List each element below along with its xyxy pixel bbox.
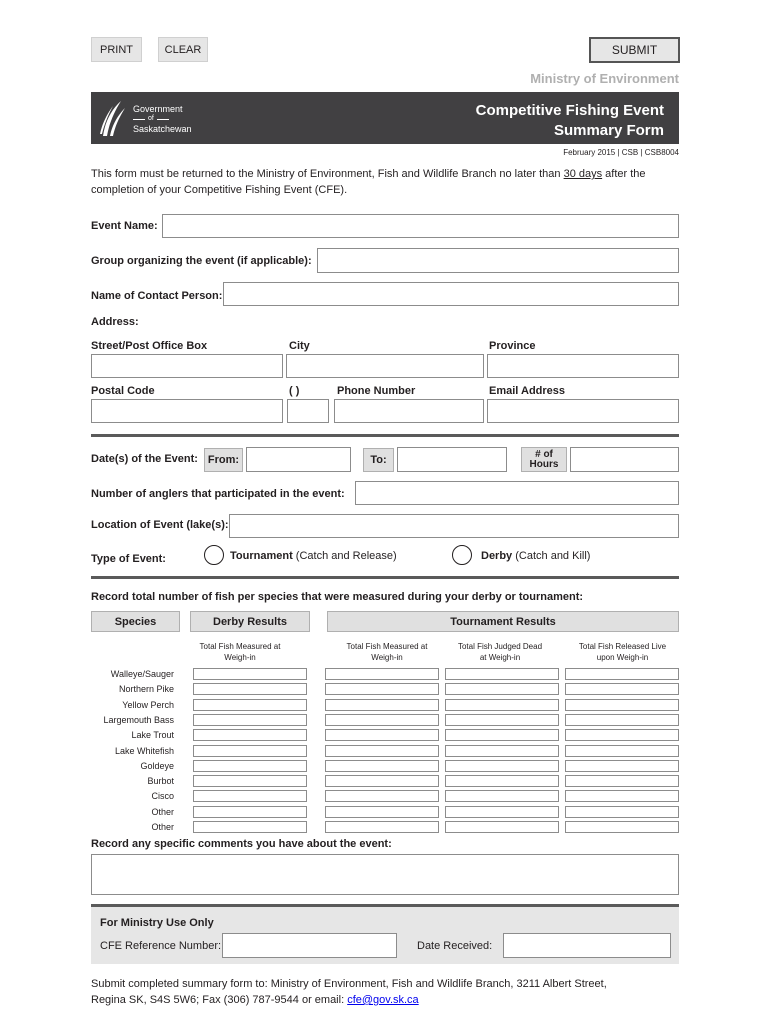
intro-text: This form must be returned to the Ministry of Environment, Fish and Wildlife Branch no later than 30 days after the completion of your Competitive Fishing Event (CFE). <box>91 168 646 196</box>
count-field[interactable] <box>193 745 307 757</box>
city-label: City <box>289 340 310 352</box>
count-field[interactable] <box>325 699 439 711</box>
logo-text: Government of Saskatchewan <box>133 104 192 134</box>
count-field[interactable] <box>565 745 679 757</box>
event-type-label: Type of Event: <box>91 553 166 565</box>
ministry-label: Ministry of Environment <box>530 71 679 86</box>
count-field[interactable] <box>565 790 679 802</box>
date-received-label: Date Received: <box>417 940 493 952</box>
count-field[interactable] <box>565 806 679 818</box>
form-code: February 2015 | CSB | CSB8004 <box>563 148 679 157</box>
count-field[interactable] <box>193 729 307 741</box>
count-field[interactable] <box>565 699 679 711</box>
species-label: Lake Trout <box>131 730 174 740</box>
tournament-released-column: Total Fish Released Live upon Weigh-in <box>578 642 667 662</box>
anglers-field[interactable] <box>355 481 679 505</box>
count-field[interactable] <box>325 775 439 787</box>
count-field[interactable] <box>325 821 439 833</box>
species-label: Burbot <box>147 776 174 786</box>
clear-button[interactable]: CLEAR <box>158 37 208 62</box>
count-field[interactable] <box>193 760 307 772</box>
location-label: Location of Event (lake(s): <box>91 519 229 531</box>
count-field[interactable] <box>193 699 307 711</box>
section-divider <box>91 434 679 437</box>
count-field[interactable] <box>193 806 307 818</box>
count-field[interactable] <box>565 683 679 695</box>
cfe-reference-field[interactable] <box>222 933 397 958</box>
tournament-radio[interactable] <box>204 545 224 565</box>
species-label: Walleye/Sauger <box>110 669 174 679</box>
count-field[interactable] <box>193 775 307 787</box>
count-field[interactable] <box>325 714 439 726</box>
count-field[interactable] <box>565 821 679 833</box>
count-field[interactable] <box>193 821 307 833</box>
cfe-reference-label: CFE Reference Number: <box>100 940 222 952</box>
email-label: Email Address <box>489 385 566 397</box>
email-link[interactable]: cfe@gov.sk.ca <box>347 994 419 1006</box>
species-label: Other <box>151 822 174 832</box>
ministry-use-title: For Ministry Use Only <box>100 917 214 929</box>
species-header: Species <box>91 611 180 632</box>
phone-field[interactable] <box>334 399 484 423</box>
form-title: Competitive Fishing Event Summary Form <box>475 102 664 139</box>
city-field[interactable] <box>286 354 484 378</box>
derby-measured-column: Total Fish Measured at Weigh-in <box>199 642 281 662</box>
species-label: Yellow Perch <box>122 700 174 710</box>
area-code-label: ( ) <box>289 385 300 397</box>
header-banner <box>91 92 679 144</box>
count-field[interactable] <box>445 760 559 772</box>
province-field[interactable] <box>487 354 679 378</box>
count-field[interactable] <box>445 668 559 680</box>
species-label: Largemouth Bass <box>103 715 174 725</box>
email-field[interactable] <box>487 399 679 423</box>
province-label: Province <box>489 340 536 352</box>
postal-code-field[interactable] <box>91 399 283 423</box>
to-label: To: <box>363 448 394 472</box>
count-field[interactable] <box>193 790 307 802</box>
count-field[interactable] <box>325 729 439 741</box>
hours-field[interactable] <box>570 447 679 472</box>
comments-field[interactable] <box>91 854 679 895</box>
species-label: Lake Whitefish <box>114 746 174 756</box>
comments-label: Record any specific comments you have about the event: <box>91 838 392 850</box>
street-field[interactable] <box>91 354 283 378</box>
event-name-label: Event Name: <box>91 220 158 232</box>
derby-results-header: Derby Results <box>190 611 310 632</box>
section-divider <box>91 576 679 579</box>
count-field[interactable] <box>445 775 559 787</box>
count-field[interactable] <box>325 668 439 680</box>
street-label: Street/Post Office Box <box>91 340 208 352</box>
print-button[interactable]: PRINT <box>91 37 142 62</box>
count-field[interactable] <box>565 714 679 726</box>
derby-label: Derby (Catch and Kill) <box>481 550 591 562</box>
count-field[interactable] <box>445 699 559 711</box>
count-field[interactable] <box>193 683 307 695</box>
table-intro: Record total number of fish per species that were measured during your derby or tournament: <box>91 591 584 603</box>
count-field[interactable] <box>445 683 559 695</box>
contact-label: Name of Contact Person: <box>91 290 223 302</box>
count-field[interactable] <box>565 668 679 680</box>
phone-label: Phone Number <box>337 385 416 397</box>
tournament-measured-column: Total Fish Measured at Weigh-in <box>346 642 428 662</box>
count-field[interactable] <box>193 668 307 680</box>
count-field[interactable] <box>445 821 559 833</box>
species-label: Goldeye <box>140 761 174 771</box>
count-field[interactable] <box>193 714 307 726</box>
dates-label: Date(s) of the Event: <box>91 453 198 465</box>
event-name-field[interactable] <box>162 214 679 238</box>
count-field[interactable] <box>445 714 559 726</box>
to-date-field[interactable] <box>397 447 507 472</box>
tournament-results-header: Tournament Results <box>327 611 679 632</box>
species-label: Cisco <box>151 791 174 801</box>
group-field[interactable] <box>317 248 679 273</box>
from-date-field[interactable] <box>246 447 351 472</box>
tournament-dead-column: Total Fish Judged Dead at Weigh-in <box>457 642 543 662</box>
count-field[interactable] <box>325 745 439 757</box>
date-received-field[interactable] <box>503 933 671 958</box>
count-field[interactable] <box>565 775 679 787</box>
hours-label: # of Hours <box>521 447 567 472</box>
tournament-label: Tournament (Catch and Release) <box>230 550 397 562</box>
species-label: Other <box>151 807 174 817</box>
count-field[interactable] <box>445 790 559 802</box>
count-field[interactable] <box>445 745 559 757</box>
count-field[interactable] <box>325 806 439 818</box>
derby-radio[interactable] <box>452 545 472 565</box>
count-field[interactable] <box>325 683 439 695</box>
count-field[interactable] <box>565 729 679 741</box>
from-label: From: <box>204 448 243 472</box>
count-field[interactable] <box>325 790 439 802</box>
ministry-use-box <box>91 904 679 964</box>
contact-field[interactable] <box>223 282 679 306</box>
address-label: Address: <box>91 316 139 328</box>
anglers-label: Number of anglers that participated in the event: <box>91 488 345 500</box>
species-label: Northern Pike <box>118 684 174 694</box>
saskatchewan-logo-icon <box>99 100 127 138</box>
submit-button[interactable]: SUBMIT <box>589 37 680 63</box>
count-field[interactable] <box>565 760 679 772</box>
location-field[interactable] <box>229 514 679 538</box>
group-label: Group organizing the event (if applicable): <box>91 255 312 267</box>
count-field[interactable] <box>445 806 559 818</box>
area-code-field[interactable] <box>287 399 329 423</box>
postal-code-label: Postal Code <box>91 385 155 397</box>
count-field[interactable] <box>325 760 439 772</box>
footer-text: Submit completed summary form to: Ministry of Environment, Fish and Wildlife Branch, 3211 Albert Street, Regina SK, S4S 5W6; Fax (306) 787-9544 or email: cfe@gov.sk.ca <box>91 978 607 1006</box>
count-field[interactable] <box>445 729 559 741</box>
